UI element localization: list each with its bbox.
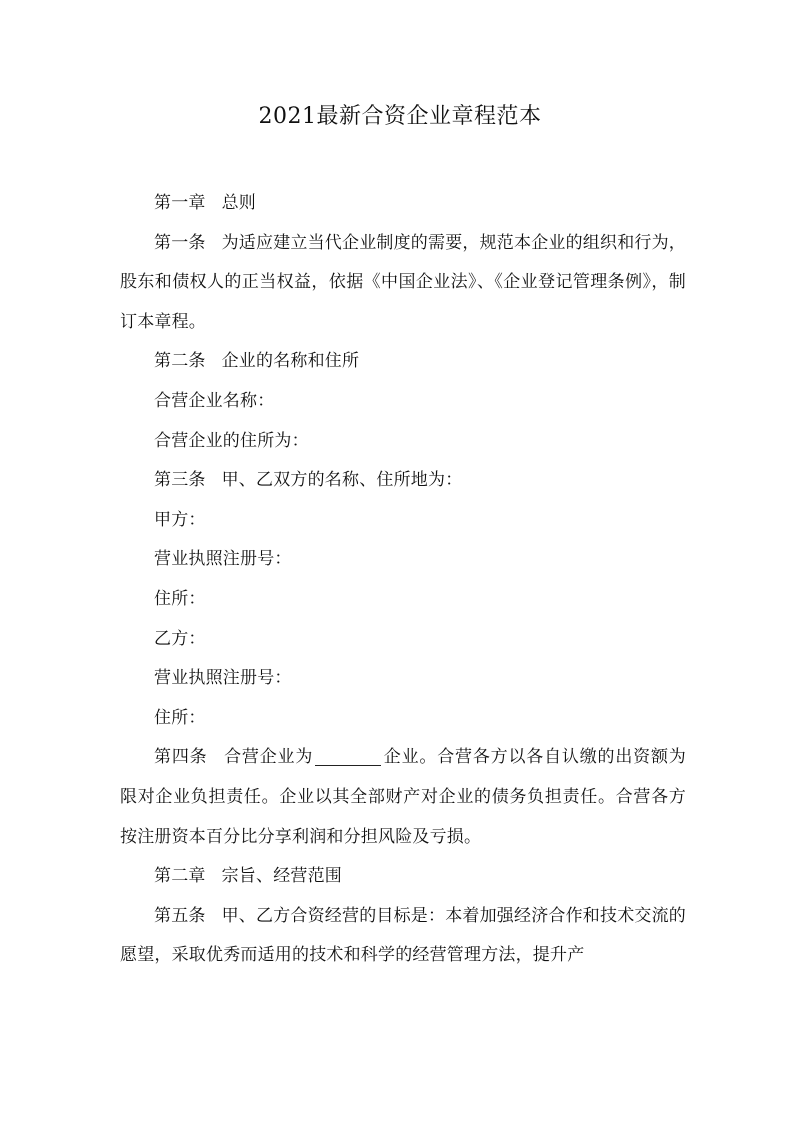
- field-line: 合营企业名称：: [154, 390, 275, 411]
- article-number: 第一条: [154, 232, 206, 253]
- article-text: 合营企业为: [223, 747, 314, 768]
- article-number: 第五条: [154, 905, 206, 926]
- document-title: 2021最新合资企业章程范本: [258, 104, 542, 129]
- chapter-name: 宗旨、经营范围: [221, 866, 343, 887]
- chapter-name: 总则: [221, 193, 257, 213]
- chapter-heading: [120, 184, 686, 224]
- fill-in-blank: [315, 748, 381, 766]
- chapter-heading: [120, 857, 686, 897]
- field-line: 乙方：: [154, 628, 206, 649]
- article-paragraph: [120, 461, 686, 501]
- article-paragraph: [120, 342, 686, 382]
- article-number: 第四条: [154, 747, 208, 768]
- field-line: 营业执照注册号：: [154, 549, 292, 570]
- article-text: 甲、乙双方的名称、住所地为：: [221, 470, 463, 491]
- document-body: [120, 184, 686, 976]
- field-line: 合营企业的住所为：: [154, 430, 309, 451]
- field-line: 住所：: [154, 707, 206, 728]
- field-line: 甲方：: [154, 509, 206, 530]
- article-text: 企业的名称和住所: [221, 351, 360, 372]
- field-line: 住所：: [154, 588, 206, 609]
- article-number: 第二条: [154, 351, 206, 372]
- article-number: 第三条: [154, 470, 206, 491]
- article-text: 为适应建立当代企业制度的需要，规范本企业的组织和行为，股东和债权人的正当权益，依据《中国企业法》、《企业登记管理条例》，制订本章程。: [120, 232, 687, 332]
- field-line: 营业执照注册号：: [154, 668, 292, 689]
- article-text: 甲、乙方合资经营的目标是：本着加强经济合作和技术交流的愿望，采取优秀而适用的技术和科学的经营管理方法，提升产: [120, 905, 687, 966]
- article-paragraph: [120, 224, 686, 343]
- chapter-number: 第一章: [154, 193, 206, 213]
- article-paragraph: [120, 738, 686, 857]
- article-text: 企业。合营各方以各自认缴的出资额为限对企业负担责任。企业以其全部财产对企业的债务负担责任。合营各方按注册资本百分比分享利润和分担风险及亏损。: [120, 747, 687, 847]
- article-paragraph: [120, 897, 686, 976]
- chapter-number: 第二章: [154, 866, 206, 887]
